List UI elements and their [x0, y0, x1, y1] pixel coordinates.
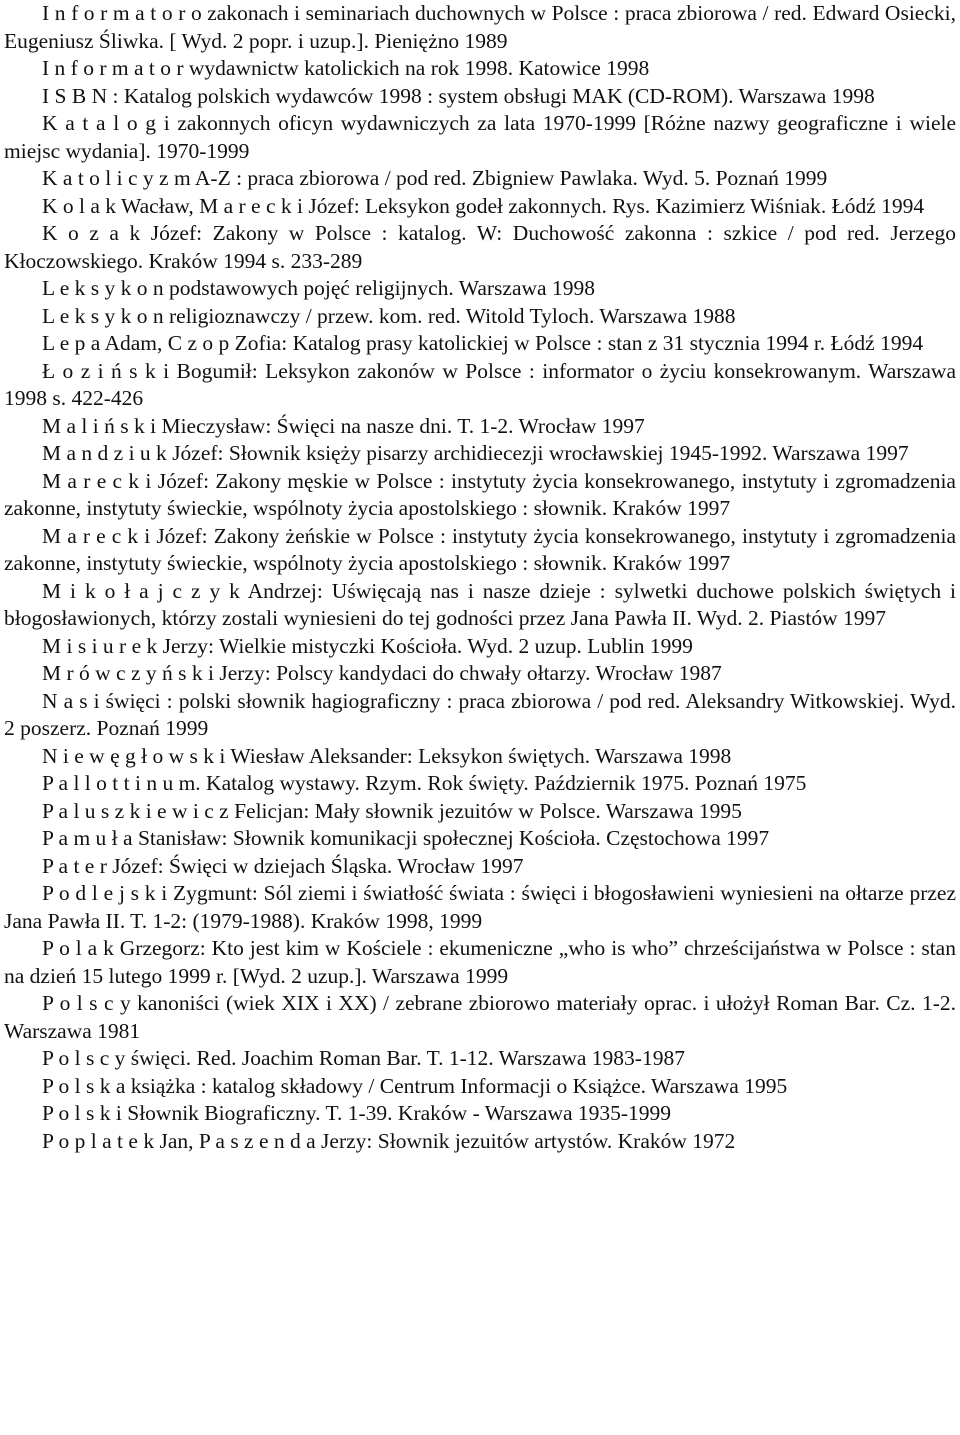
bibliography-entry	[4, 1100, 956, 1128]
entry-lead: M a n d z i u k	[42, 441, 167, 465]
entry-text: Katalog polskich wydawców 1998 : system obsługi MAK (CD-ROM). Warszawa 1998	[118, 83, 875, 108]
bibliography-entry	[4, 935, 956, 990]
entry-lead: I n f o r m a t o r	[42, 56, 184, 80]
entry-text: Felicjan: Mały słownik jezuitów w Polsce. Warszawa 1995	[228, 798, 742, 823]
entry-text: święci. Red. Joachim Roman Bar. T. 1-12. Warszawa 1983-1987	[125, 1046, 685, 1070]
entry-text: Józef: Słownik księży pisarzy archidiecezji wrocławskiej 1945-1992. Warszawa 1997	[166, 441, 909, 465]
entry-text: Grzegorz: Kto jest kim w Kościele : ekumeniczne „who is who” chrześcijaństwa w Polsce : stan na dzień 15 lutego 1999 r. [Wyd. 2 uzup.]. Warszawa 1999	[4, 936, 956, 988]
entry-lead: M a r e c k i	[42, 523, 151, 548]
bibliography-entry	[4, 275, 956, 303]
bibliography-entry	[4, 1073, 956, 1101]
bibliography-entry	[4, 688, 956, 743]
entry-lead: I n f o r m a t o r	[42, 1, 186, 25]
bibliography-entry	[4, 193, 956, 221]
entry-text: Stanisław: Słownik komunikacji społecznej Kościoła. Częstochowa 1997	[132, 826, 770, 850]
entry-lead: N i e w ę g ł o w s k i	[42, 743, 226, 768]
entry-lead: P o l s k i	[42, 1101, 122, 1125]
entry-text: Mieczysław: Święci na nasze dni. T. 1-2. Wrocław 1997	[156, 413, 645, 438]
entry-text: Wacław, M a r e c k i Józef: Leksykon godeł zakonnych. Rys. Kazimierz Wiśniak. Łódź 1994	[116, 193, 925, 218]
entry-text: Jan, P a s z e n d a Jerzy: Słownik jezuitów artystów. Kraków 1972	[154, 1128, 736, 1153]
bibliography-entry	[4, 633, 956, 661]
entry-text: święci : polski słownik hagiograficzny : praca zbiorowa / pod red. Aleksandry Witkowskiej. Wyd. 2 poszerz. Poznań 1999	[4, 688, 956, 740]
entry-text: o zakonach i seminariach duchownych w Polsce : praca zbiorowa / red. Edward Osiecki, Eugeniusz Śliwka. [ Wyd. 2 popr. i uzup.]. Pieniężno 1989	[4, 1, 956, 53]
entry-text: Katalog wystawy. Rzym. Rok święty. Październik 1975. Poznań 1975	[200, 771, 807, 795]
entry-lead: L e p a	[42, 331, 101, 355]
bibliography-entry	[4, 1128, 956, 1156]
entry-text: Andrzej: Uświęcają nas i nasze dzieje : sylwetki duchowe polskich świętych i błogosławionych, którzy zostali wyniesieni do tej godności przez Jana Pawła II. Wyd. 2. Piastów 1997	[4, 578, 956, 630]
entry-lead: P a m u ł a	[42, 826, 133, 850]
bibliography-entry	[4, 798, 956, 826]
entry-lead: M i s i u r e k	[42, 633, 158, 658]
entry-text: A-Z : praca zbiorowa / pod red. Zbigniew Pawlaka. Wyd. 5. Poznań 1999	[190, 166, 828, 190]
entry-lead: N a s i	[42, 688, 100, 713]
bibliography-entry	[4, 523, 956, 578]
bibliography-entry	[4, 1045, 956, 1073]
entry-lead: P o d l e j s k i	[42, 881, 168, 905]
bibliography-entry	[4, 413, 956, 441]
bibliography-entry	[4, 578, 956, 633]
entry-text: Zygmunt: Sól ziemi i światłość świata : święci i błogosławieni wyniesieni na ołtarze przez Jana Pawła II. T. 1-2: (1979-1988). Kraków 1998, 1999	[4, 881, 956, 933]
bibliography-entry	[4, 110, 956, 165]
entry-lead: P a t e r	[42, 853, 107, 878]
bibliography-entry	[4, 83, 956, 111]
bibliography-entry	[4, 330, 956, 358]
entry-text: Jerzy: Wielkie mistyczki Kościoła. Wyd. 2 uzup. Lublin 1999	[157, 633, 693, 658]
bibliography-entry	[4, 660, 956, 688]
entry-lead: M i k o ł a j c z y k	[42, 578, 240, 603]
entry-text: Józef: Zakony męskie w Polsce : instytuty życia konsekrowanego, instytuty i zgromadzenia zakonne, instytuty świeckie, wspólnoty życia apostolskiego : słownik. Kraków 1997	[4, 468, 956, 520]
entry-text: podstawowych pojęć religijnych. Warszawa 1998	[163, 276, 595, 300]
bibliography-entry	[4, 358, 956, 413]
entry-lead: P o l a k	[42, 936, 114, 960]
bibliography-entry	[4, 0, 956, 55]
bibliography-entry	[4, 165, 956, 193]
bibliography-entry	[4, 990, 956, 1045]
entry-text: książka : katalog składowy / Centrum Informacji o Książce. Warszawa 1995	[125, 1073, 788, 1098]
entry-text: Słownik Biograficzny. T. 1-39. Kraków - Warszawa 1935-1999	[121, 1101, 672, 1125]
entry-text: Jerzy: Polscy kandydaci do chwały ołtarzy. Wrocław 1987	[213, 661, 722, 685]
entry-lead: L e k s y k o n	[42, 303, 164, 328]
entry-text: Wiesław Aleksander: Leksykon świętych. Warszawa 1998	[225, 743, 732, 768]
entry-text: wydawnictw katolickich na rok 1998. Katowice 1998	[183, 56, 650, 80]
entry-lead: P o l s k a	[42, 1073, 126, 1098]
bibliography-entry	[4, 770, 956, 798]
entry-text: zakonnych oficyn wydawniczych za lata 1970-1999 [Różne nazwy geograficzne i wiele miejsc wydania]. 1970-1999	[4, 111, 956, 163]
entry-lead: P o l s c y	[42, 991, 131, 1015]
entry-lead: K a t a l o g i	[42, 111, 170, 135]
entry-lead: K o l a k	[42, 193, 117, 218]
entry-lead: K o z a k	[42, 221, 141, 245]
entry-lead: P o l s c y	[42, 1046, 126, 1070]
entry-lead: P a l l o t t i n u m.	[42, 771, 201, 795]
bibliography-entry	[4, 303, 956, 331]
entry-lead: L e k s y k o n	[42, 276, 164, 300]
entry-text: Adam, C z o p Zofia: Katalog prasy katolickiej w Polsce : stan z 31 stycznia 1994 r. Łódź 1994	[100, 331, 924, 355]
bibliography-entry	[4, 825, 956, 853]
entry-text: Józef: Święci w dziejach Śląska. Wrocław 1997	[106, 853, 524, 878]
entry-text: Józef: Zakony w Polsce : katalog. W: Duchowość zakonna : szkice / pod red. Jerzego Kłoczowskiego. Kraków 1994 s. 233-289	[4, 221, 956, 273]
bibliography-entry	[4, 440, 956, 468]
entry-text: Bogumił: Leksykon zakonów w Polsce : informator o życiu konsekrowanym. Warszawa 1998 s. 422-426	[4, 358, 956, 410]
bibliography-entry	[4, 220, 956, 275]
bibliography-entry	[4, 880, 956, 935]
entry-text: religioznawczy / przew. kom. red. Witold Tyloch. Warszawa 1988	[163, 303, 736, 328]
entry-lead: M r ó w c z y ń s k i	[42, 661, 214, 685]
bibliography-entry	[4, 853, 956, 881]
bibliography-entry	[4, 743, 956, 771]
entry-text: Józef: Zakony żeńskie w Polsce : instytuty życia konsekrowanego, instytuty i zgromadzenia zakonne, instytuty świeckie, wspólnoty życia apostolskiego : słownik. Kraków 1997	[4, 523, 956, 575]
entry-lead: P o p l a t e k	[42, 1128, 155, 1153]
bibliography-entry	[4, 468, 956, 523]
entry-text: kanoniści (wiek XIX i XX) / zebrane zbiorowo materiały oprac. i ułożył Roman Bar. Cz. 1-2. Warszawa 1981	[4, 991, 956, 1043]
entry-lead: I S B N :	[42, 83, 119, 108]
entry-lead: K a t o l i c y z m	[42, 166, 191, 190]
entry-lead: M a l i ń s k i	[42, 413, 157, 438]
entry-lead: P a l u s z k i e w i c z	[42, 798, 229, 823]
entry-lead: Ł o z i ń s k i	[42, 358, 170, 383]
bibliography-entry	[4, 55, 956, 83]
entry-lead: M a r e c k i	[42, 468, 152, 493]
